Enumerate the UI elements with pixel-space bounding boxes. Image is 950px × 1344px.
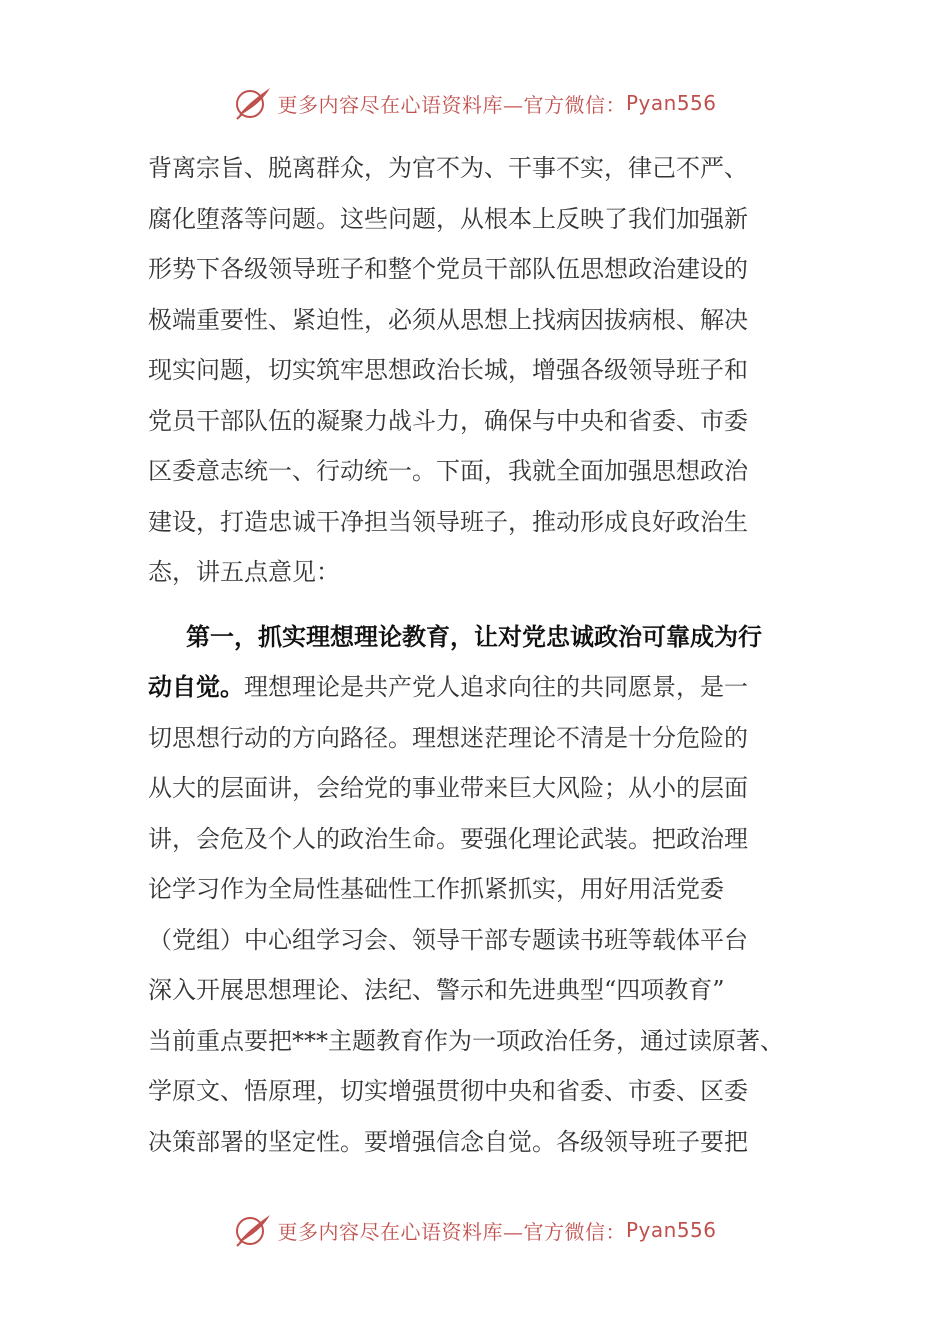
section-heading: 第一，抓实理想理论教育，让对党忠诚政治可靠成为行	[186, 621, 762, 651]
text-line: 现实问题，切实筑牢思想政治长城，增强各级领导班子和	[148, 356, 748, 384]
header-banner-text: 更多内容尽在心语资料库—官方微信：	[277, 92, 626, 117]
text-line: 形势下各级领导班子和整个党员干部队伍思想政治建设的	[148, 255, 748, 283]
text-line: 论学习作为全局性基础性工作抓紧抓实，用好用活党委	[148, 875, 724, 903]
section-heading-end: 动自觉。	[148, 672, 244, 701]
text-line: 从大的层面讲，会给党的事业带来巨大风险；从小的层面	[148, 774, 748, 802]
quill-logo-icon	[233, 85, 273, 121]
text-line: 当前重点要把***主题教育作为一项政治任务，通过读原著、	[148, 1026, 784, 1055]
document-body	[148, 143, 838, 1167]
footer-banner-text: 更多内容尽在心语资料库—官方微信：	[277, 1219, 626, 1244]
text-line: 深入开展思想理论、法纪、警示和先进典型“四项教育”	[148, 976, 725, 1004]
paragraph-intro	[148, 143, 838, 598]
header-banner	[0, 83, 950, 123]
text-line: 切思想行动的方向路径。理想迷茫理论不清是十分危险的	[148, 723, 748, 752]
text-line: 腐化堕落等问题。这些问题，从根本上反映了我们加强新	[148, 204, 748, 233]
footer-banner	[0, 1210, 950, 1250]
text-line: 极端重要性、紧迫性，必须从思想上找病因拔病根、解决	[148, 305, 748, 334]
text-line: 背离宗旨、脱离群众，为官不为、干事不实，律己不严、	[148, 154, 748, 182]
text-line: 决策部署的坚定性。要增强信念自觉。各级领导班子要把	[148, 1127, 748, 1156]
quill-logo-icon	[233, 1212, 273, 1248]
paragraph-first-point	[148, 612, 838, 1168]
text-line: 态，讲五点意见：	[148, 558, 340, 586]
header-wechat-id: Pyan556	[625, 91, 717, 115]
text-line: （党组）中心组学习会、领导干部专题读书班等载体平台	[148, 925, 748, 954]
text-line: 讲，会危及个人的政治生命。要强化理论武装。把政治理	[148, 824, 748, 853]
footer-wechat-id: Pyan556	[625, 1218, 717, 1242]
text-line: 学原文、悟原理，切实增强贯彻中央和省委、市委、区委	[148, 1077, 748, 1105]
text-line: 党员干部队伍的凝聚力战斗力，确保与中央和省委、市委	[148, 406, 748, 435]
text-line: 理想理论是共产党人追求向往的共同愿景，是一	[244, 673, 748, 701]
text-line: 建设，打造忠诚干净担当领导班子，推动形成良好政治生	[148, 507, 748, 536]
text-line: 区委意志统一、行动统一。下面，我就全面加强思想政治	[148, 457, 748, 485]
